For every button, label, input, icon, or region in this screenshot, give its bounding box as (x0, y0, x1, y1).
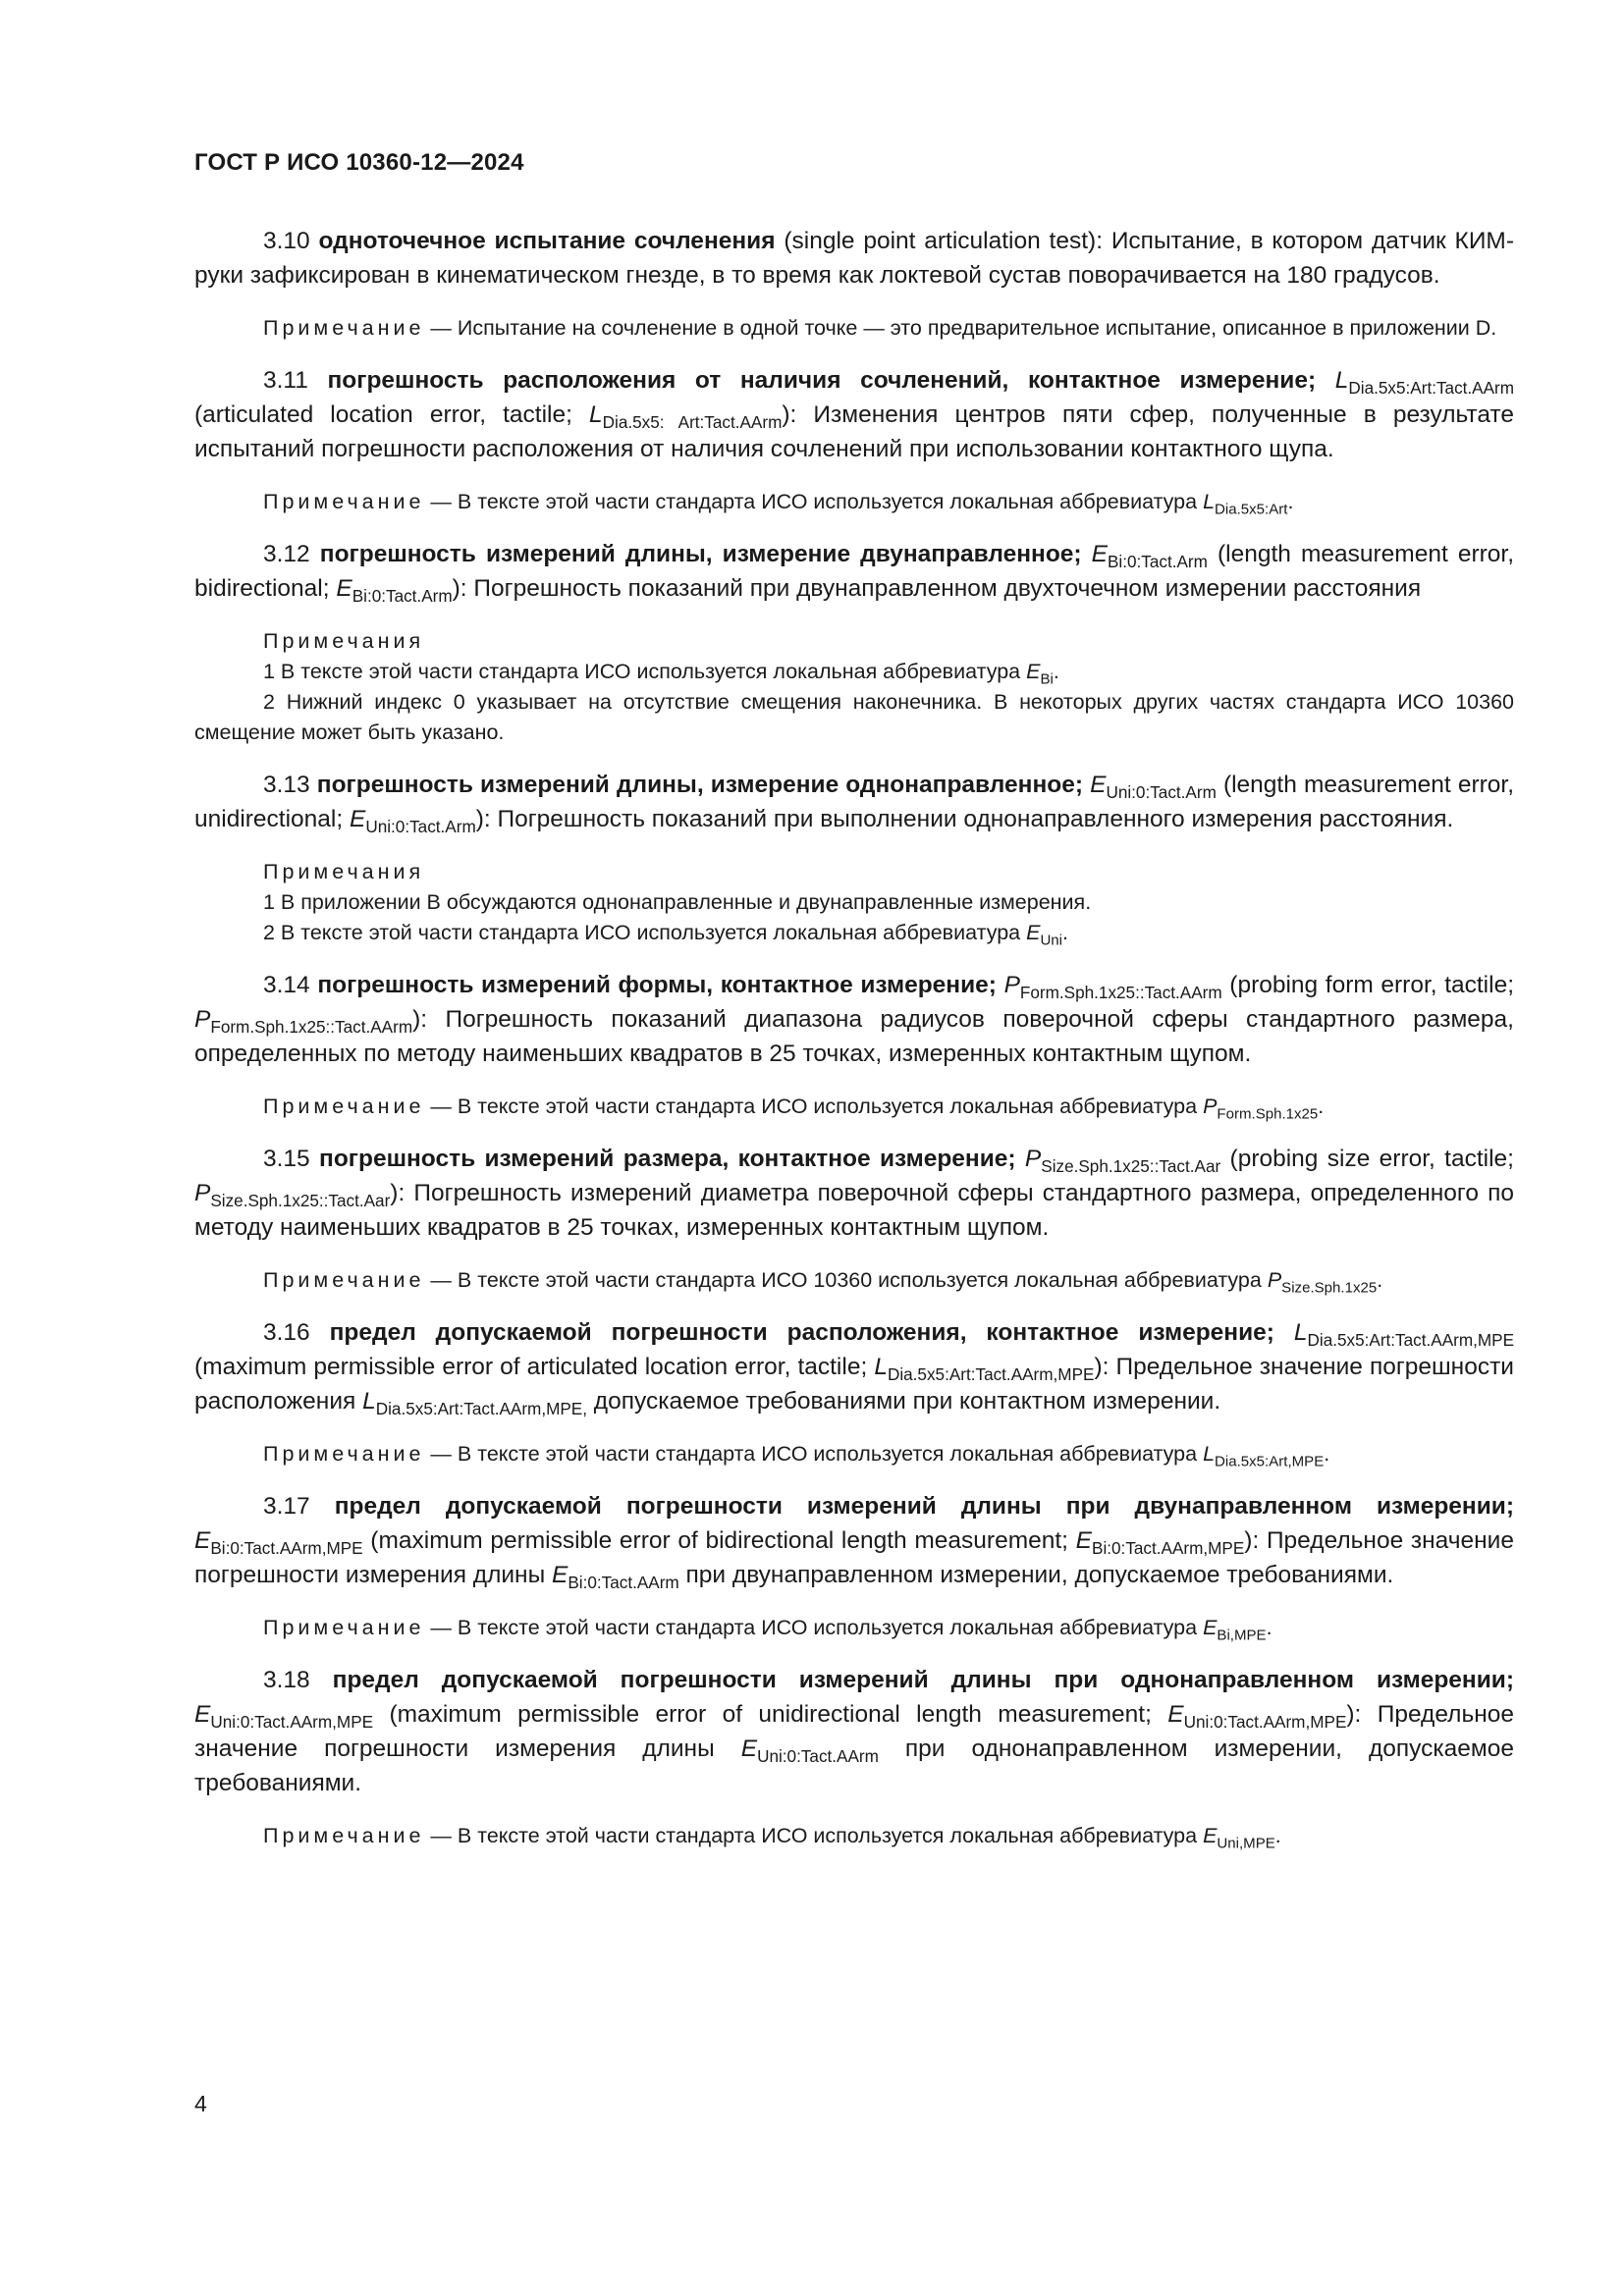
clause-definition: ): Предельное значение погрешности измерения длины (194, 1527, 1514, 1588)
note-3-15: Примечание — В тексте этой части стандарта ИСО 10360 используется локальная аббревиатура $P_{Size.Sph.1x25}$. (263, 1268, 1383, 1297)
note-3-16: Примечание — В тексте этой части стандарта ИСО используется локальная аббревиатура $L_{Dia.5x5:Art,MPE}$. (263, 1442, 1330, 1470)
clause-3-10 (194, 224, 1514, 293)
symbol-subscript: Uni:0:Tact.AArm,MPE (210, 1712, 374, 1732)
notes-title: Примечания (263, 629, 425, 653)
clause-3-14 (194, 968, 1514, 1071)
note-item: 2 Нижний индекс 0 указывает на отсутствие смещения наконечника. В некоторых других частях стандарта ИСО 10360 смещение может быть указано. (194, 690, 1514, 744)
clause-english-term: (single point articulation test) (784, 228, 1097, 254)
clause-definition: допускаемое требованиями при контактном измерении. (587, 1388, 1221, 1415)
symbol: E (1026, 660, 1041, 683)
symbol: E (1090, 772, 1107, 798)
clause-number: 3.14 (263, 972, 310, 998)
note-item: 1 В тексте этой части стандарта ИСО используется локальная аббревиатура $E_{Bi}$. (263, 660, 1059, 688)
clause-term: погрешность расположения от наличия сочленений, контактное измерение; (327, 367, 1317, 394)
note-label: Примечание (263, 1268, 425, 1292)
note-label: Примечание (263, 1824, 425, 1847)
clause-number: 3.10 (263, 228, 310, 254)
page-number: 4 (194, 2091, 207, 2116)
symbol-subscript: Dia.5x5:Art (1215, 501, 1288, 518)
clause-term: погрешность измерений формы, контактное измерение; (317, 972, 997, 998)
clause-term: одноточечное испытание сочленения (318, 228, 776, 254)
clause-english-term: (probing size error, tactile; (1220, 1146, 1514, 1172)
note-label: Примечание (263, 490, 425, 513)
note-text: — Испытание на сочленение в одной точке — это предварительное испытание, описанное в приложении D. (424, 316, 1497, 340)
clause-number: 3.11 (263, 367, 308, 394)
symbol-subscript: Form.Sph.1x25::Tact.AArm (210, 1017, 413, 1037)
symbol-subscript: Size.Sph.1x25::Tact.Aar (210, 1191, 391, 1210)
symbol: P (1203, 1095, 1218, 1118)
clause-3-11 (194, 363, 1514, 466)
clause-definition: ): Предельное значение погрешности расположения (194, 1354, 1514, 1415)
symbol-subscript: Uni:0:Tact.Arm (1106, 782, 1217, 802)
note-3-17: Примечание — В тексте этой части стандарта ИСО используется локальная аббревиатура $E_{Bi,MPE}$. (263, 1616, 1272, 1644)
symbol-subscript: Bi:0:Tact.Arm (1108, 552, 1208, 571)
symbol-subscript: Uni:0:Tact.AArm (757, 1746, 879, 1766)
symbol: L (1203, 1442, 1216, 1466)
symbol-subscript: Form.Sph.1x25 (1217, 1105, 1319, 1123)
symbol: L (874, 1354, 888, 1380)
symbol: E (336, 575, 352, 602)
note-3-10 (194, 313, 1514, 344)
symbol: E (552, 1562, 568, 1588)
symbol-subscript: Uni (1040, 932, 1063, 949)
clause-number: 3.15 (263, 1146, 310, 1172)
clause-english-term: (probing form error, tactile; (1221, 972, 1515, 998)
clause-3-17 (194, 1489, 1514, 1592)
note-text: 1 В тексте этой части стандарта ИСО используется локальная аббревиатура (263, 660, 1027, 683)
clause-definition: ): Погрешность показаний при двунаправленном двухточечном измерении расстояния (452, 575, 1422, 602)
symbol-subscript: Dia.5x5:Art:Tact.AArm,MPE (887, 1364, 1095, 1384)
note-3-18: Примечание — В тексте этой части стандарта ИСО используется локальная аббревиатура $E_{Uni,MPE}$. (263, 1824, 1281, 1852)
clause-term: погрешность измерений размера, контактное измерение; (319, 1146, 1016, 1172)
symbol-subscript: Size.Sph.1x25::Tact.Aar (1041, 1156, 1221, 1176)
clause-term: погрешность измерений длины, измерение однонаправленное; (316, 772, 1084, 798)
note-text: — В тексте этой части стандарта ИСО используется локальная аббревиатура (424, 1824, 1204, 1847)
clause-definition: ): Погрешность показаний диапазона радиусов поверочной сферы стандартного размера, определенных по методу наименьших квадратов в 25 точках, измеренных контактным щупом. (194, 1006, 1514, 1067)
symbol-subscript: Form.Sph.1x25::Tact.AArm (1019, 983, 1222, 1002)
clause-definition: : Испытание, в котором датчик КИМ-руки зафиксирован в кинематическом гнезде, в то время как локтевой сустав поворачивается на 180 градусов. (194, 228, 1514, 289)
symbol: E (194, 1701, 211, 1728)
document-body (194, 224, 1514, 1871)
note-label: Примечание (263, 1442, 425, 1466)
clause-english-term: (articulated location error, tactile; (194, 401, 590, 428)
clause-english-term: (maximum permissible error of unidirectional length measurement; (373, 1701, 1168, 1728)
symbol-subscript: Uni,MPE (1217, 1835, 1275, 1852)
symbol: P (1267, 1268, 1282, 1292)
symbol: E (349, 806, 366, 832)
symbol: P (194, 1180, 211, 1206)
symbol-subscript: Uni:0:Tact.Arm (365, 817, 476, 836)
symbol-subscript: Bi:0:Tact.AArm (568, 1573, 679, 1592)
clause-definition: ): Погрешность показаний при выполнении однонаправленного измерения расстояния. (475, 806, 1454, 832)
notes-3-13 (194, 857, 1514, 948)
symbol-subscript: Dia.5x5:Art:Tact.AArm,MPE, (375, 1399, 587, 1418)
symbol: L (1203, 490, 1216, 513)
symbol-subscript: Dia.5x5: Art:Tact.AArm (602, 412, 783, 432)
clause-term: предел допускаемой погрешности расположения, контактное измерение; (329, 1319, 1274, 1346)
clause-term: предел допускаемой погрешности измерений длины при двунаправленном измерении; (334, 1493, 1515, 1520)
symbol-subscript: Dia.5x5:Art:Tact.AArm (1348, 378, 1515, 398)
note-label: Примечание (263, 1095, 425, 1118)
symbol: E (1203, 1824, 1218, 1847)
symbol: P (194, 1006, 211, 1033)
clause-english-term: (maximum permissible error of articulated location error, tactile; (194, 1354, 875, 1380)
note-text: — В тексте этой части стандарта ИСО 10360 используется локальная аббревиатура (424, 1268, 1268, 1292)
clause-term: погрешность измерений длины, измерение двунаправленное; (319, 541, 1082, 567)
clause-definition: при двунаправленном измерении, допускаемое требованиями. (678, 1562, 1394, 1588)
symbol: L (362, 1388, 376, 1415)
symbol: L (589, 401, 603, 428)
symbol-subscript: Bi:0:Tact.Arm (352, 586, 453, 606)
note-text: — В тексте этой части стандарта ИСО используется локальная аббревиатура (424, 1095, 1204, 1118)
note-text: 2 В тексте этой части стандарта ИСО используется локальная аббревиатура (263, 921, 1027, 944)
symbol: L (1334, 367, 1349, 394)
clause-number: 3.16 (263, 1319, 310, 1346)
symbol-subscript: Dia.5x5:Art:Tact.AArm,MPE (1307, 1330, 1515, 1350)
note-3-11: Примечание — В тексте этой части стандарта ИСО используется локальная аббревиатура $L_{Dia.5x5:Art}$. (263, 490, 1294, 518)
note-label: Примечание (263, 316, 425, 340)
clause-number: 3.17 (263, 1493, 310, 1520)
symbol-subscript: Bi (1040, 670, 1054, 688)
symbol: E (1075, 1527, 1093, 1554)
note-text: — В тексте этой части стандарта ИСО используется локальная аббревиатура (424, 1616, 1204, 1639)
clause-definition: ): Предельное значение погрешности измерения длины (194, 1701, 1515, 1762)
clause-definition: ): Погрешность измерений диаметра поверочной сферы стандартного размера, определенного по методу наименьших квадратов в 25 точках, измеренных контактным щупом. (194, 1180, 1514, 1241)
symbol-subscript: Uni:0:Tact.AArm,MPE (1183, 1712, 1347, 1732)
symbol: E (1091, 541, 1108, 567)
note-item: 1 В приложении В обсуждаются однонаправленные и двунаправленные измерения. (263, 890, 1092, 914)
clause-3-12 (194, 537, 1514, 606)
notes-3-12 (194, 626, 1514, 748)
symbol: E (1203, 1616, 1218, 1639)
clause-3-15 (194, 1142, 1514, 1245)
clause-english-term: (length measurement error, bidirectional; (194, 541, 1515, 602)
symbol-subscript: Bi,MPE (1217, 1627, 1267, 1644)
clause-3-16 (194, 1315, 1514, 1418)
document-header: ГОСТ Р ИСО 10360-12—2024 (194, 149, 524, 176)
symbol-subscript: Bi:0:Tact.AArm,MPE (1092, 1538, 1245, 1558)
symbol: E (194, 1527, 211, 1554)
notes-title: Примечания (263, 860, 425, 883)
symbol-subscript: Size.Sph.1x25 (1281, 1279, 1378, 1297)
note-text: — В тексте этой части стандарта ИСО используется локальная аббревиатура (424, 1442, 1204, 1466)
symbol-subscript: Dia.5x5:Art,MPE (1215, 1453, 1325, 1470)
clause-term: предел допускаемой погрешности измерений длины при однонаправленном измерении; (332, 1667, 1514, 1693)
clause-number: 3.13 (263, 772, 310, 798)
note-item: 2 В тексте этой части стандарта ИСО используется локальная аббревиатура $E_{Uni}$. (263, 921, 1068, 949)
symbol: P (1024, 1146, 1042, 1172)
clause-english-term: (length measurement error, unidirectional; (194, 772, 1515, 832)
clause-number: 3.12 (263, 541, 310, 567)
clause-3-18 (194, 1663, 1514, 1800)
clause-definition: ): Изменения центров пяти сфер, полученные в результате испытаний погрешности расположения от наличия сочленений при использовании контактного щупа. (194, 401, 1514, 462)
symbol: E (1167, 1701, 1184, 1728)
note-label: Примечание (263, 1616, 425, 1639)
note-text: — В тексте этой части стандарта ИСО используется локальная аббревиатура (424, 490, 1204, 513)
clause-definition: при однонаправленном измерении, допускаемое требованиями. (194, 1735, 1514, 1796)
note-3-14: Примечание — В тексте этой части стандарта ИСО используется локальная аббревиатура $P_{Form.Sph.1x25}$. (263, 1095, 1325, 1123)
clause-3-13 (194, 768, 1514, 836)
clause-english-term: (maximum permissible error of bidirectional length measurement; (362, 1527, 1076, 1554)
symbol: L (1293, 1319, 1308, 1346)
clause-number: 3.18 (263, 1667, 310, 1693)
symbol: E (740, 1735, 758, 1762)
symbol: E (1026, 921, 1041, 944)
symbol-subscript: Bi:0:Tact.AArm,MPE (210, 1538, 363, 1558)
symbol: P (1003, 972, 1020, 998)
